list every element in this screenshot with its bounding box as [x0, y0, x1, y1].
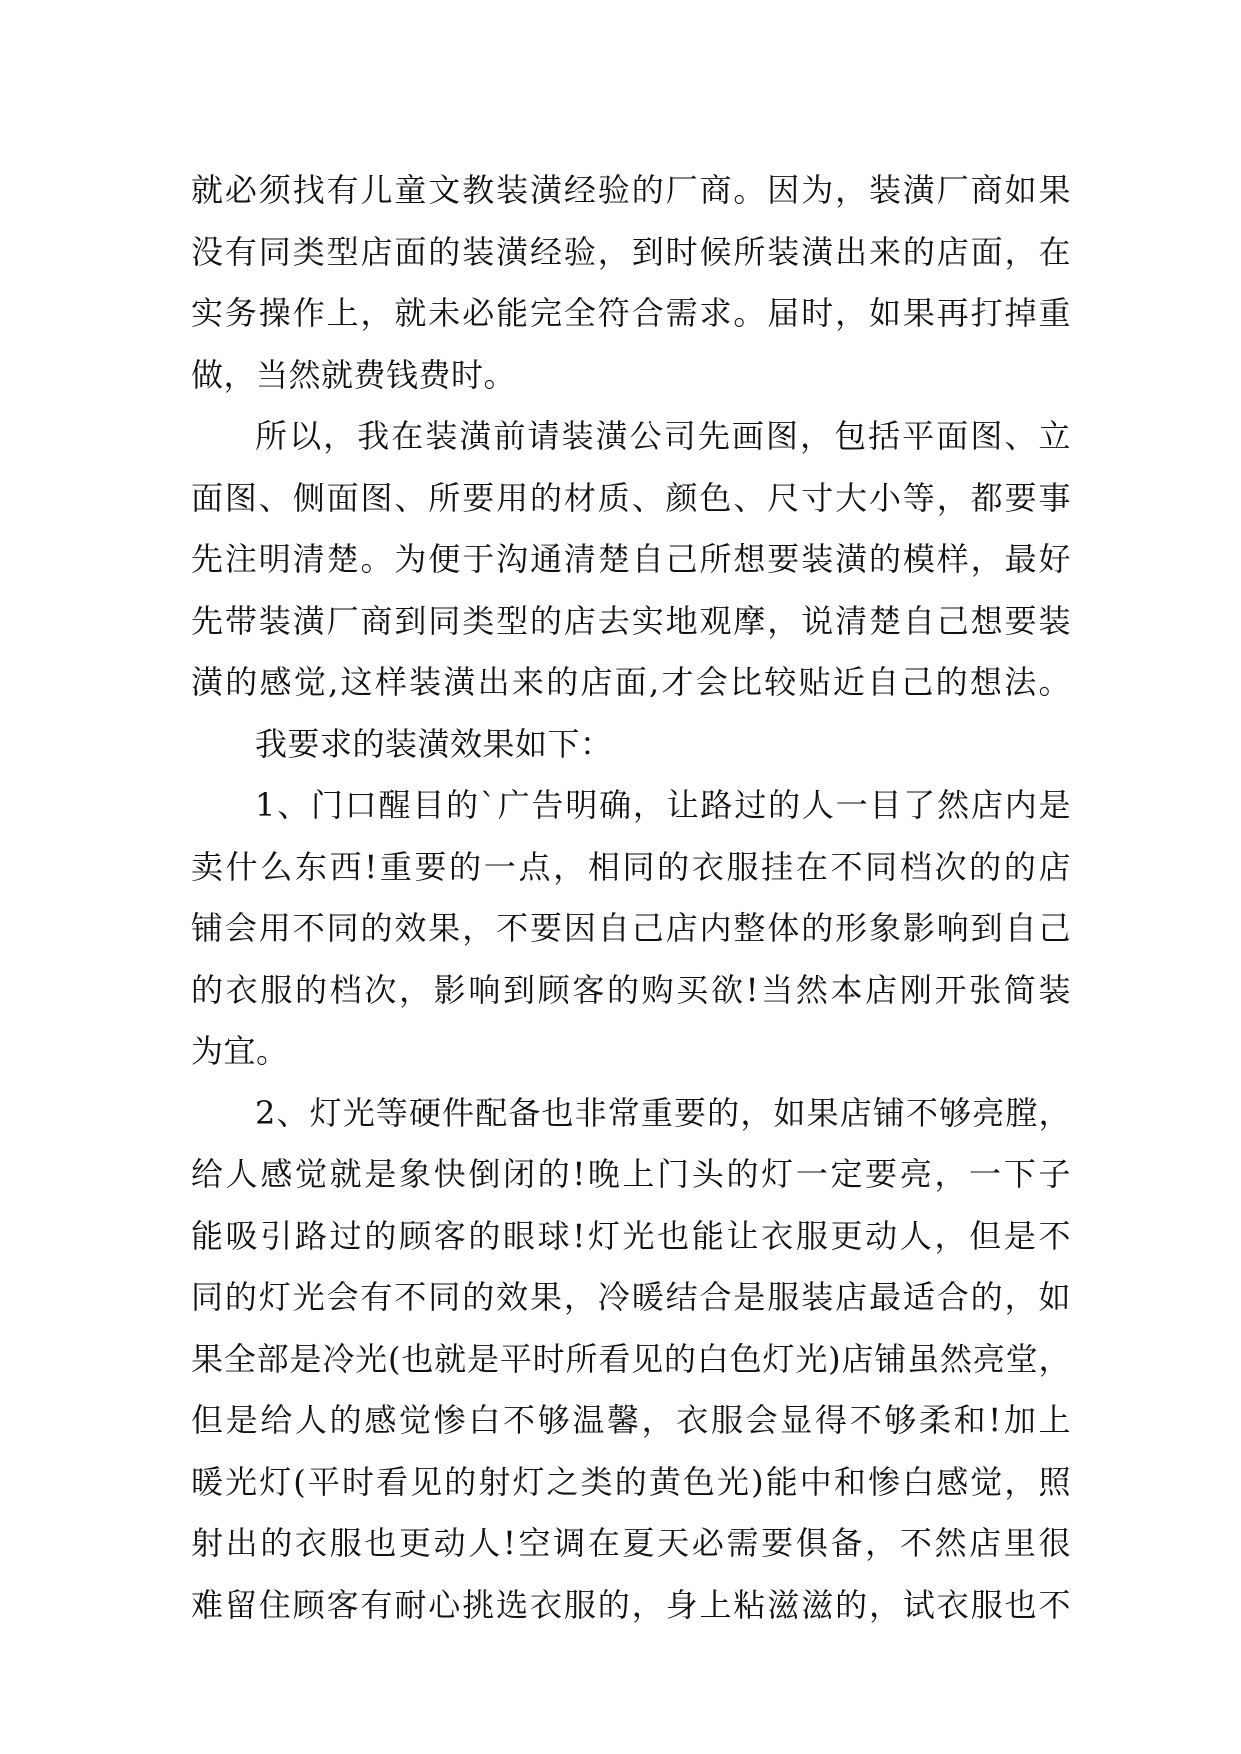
text-line: 能吸引路过的顾客的眼球!灯光也能让衣服更动人，但是不	[191, 1216, 1071, 1255]
text-line: 铺会用不同的效果，不要因自己店内整体的形象影响到自己	[191, 909, 1071, 947]
text-line: 潢的感觉,这样装潢出来的店面,才会比较贴近自己的想法。	[191, 663, 1071, 701]
text-line: 所以，我在装潢前请装潢公司先画图，包括平面图、立	[255, 417, 1071, 455]
text-line: 做，当然就费钱费时。	[191, 355, 517, 394]
text-line: 我要求的装潢效果如下：	[255, 724, 613, 763]
text-line: 2、灯光等硬件配备也非常重要的，如果店铺不够亮膛，	[255, 1093, 1071, 1132]
text-line: 但是给人的感觉惨白不够温馨，衣服会显得不够柔和!加上	[191, 1401, 1071, 1439]
text-line: 给人感觉就是象快倒闭的!晚上门头的灯一定要亮，一下子	[191, 1155, 1071, 1193]
text-line: 先带装潢厂商到同类型的店去实地观摩，说清楚自己想要装	[191, 601, 1071, 640]
text-line: 的衣服的档次，影响到顾客的购买欲!当然本店刚开张简装	[191, 970, 1071, 1009]
text-line: 同的灯光会有不同的效果，冷暖结合是服装店最适合的，如	[191, 1278, 1071, 1316]
text-line: 就必须找有儿童文教装潢经验的厂商。因为，装潢厂商如果	[191, 171, 1071, 209]
text-line: 射出的衣服也更动人!空调在夏天必需要俱备，不然店里很	[191, 1524, 1071, 1562]
text-line: 果全部是冷光(也就是平时所看见的白色灯光)店铺虽然亮堂，	[191, 1339, 1071, 1378]
body-text	[191, 160, 1071, 1636]
text-line: 面图、侧面图、所要用的材质、颜色、尺寸大小等，都要事	[191, 478, 1071, 517]
text-line: 卖什么东西!重要的一点，相同的衣服挂在不同档次的的店	[191, 847, 1071, 886]
text-line: 1、门口醒目的`广告明确，让路过的人一目了然店内是	[255, 786, 1071, 824]
text-line: 没有同类型店面的装潢经验，到时候所装潢出来的店面，在	[191, 232, 1071, 271]
text-line: 先注明清楚。为便于沟通清楚自己所想要装潢的模样，最好	[191, 540, 1071, 578]
text-line: 难留住顾客有耐心挑选衣服的，身上粘滋滋的，试衣服也不	[191, 1585, 1071, 1624]
text-line: 实务操作上，就未必能完全符合需求。届时，如果再打掉重	[191, 294, 1071, 332]
text-line: 暖光灯(平时看见的射灯之类的黄色光)能中和惨白感觉，照	[191, 1462, 1071, 1501]
text-line: 为宜。	[191, 1032, 289, 1070]
